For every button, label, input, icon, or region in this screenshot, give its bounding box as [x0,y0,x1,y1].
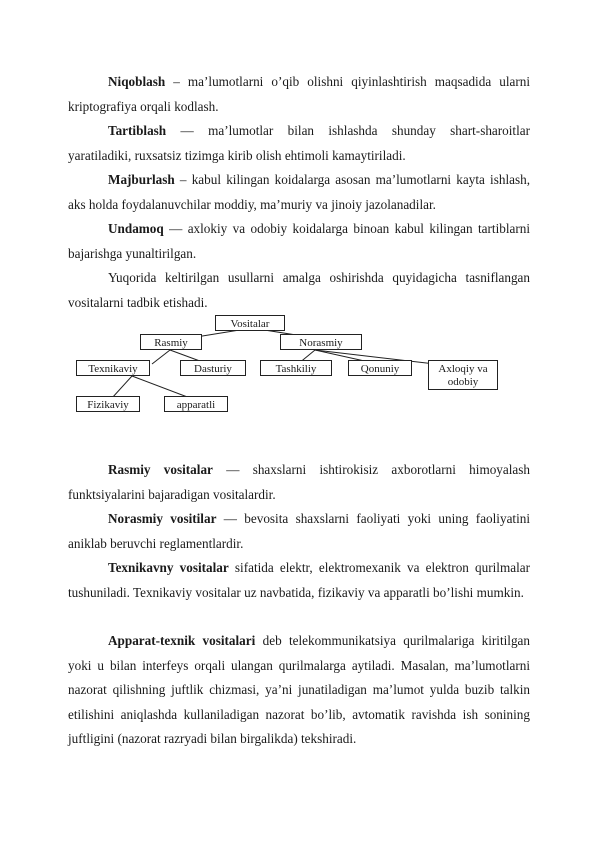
term-tartiblash: Tartiblash [108,123,167,138]
text-intro: Yuqorida keltirilgan usullarni amalga oshirishda quyidagicha tasniflangan vositalarni tadbik etishadi. [68,270,530,310]
term-niqoblash: Niqoblash [108,74,166,89]
text-apparat-texnik: deb telekommunikatsiya qurilmalariga kiritilgan yoki u bilan interfeys orqali ulangan qurilmalarga aytiladi. Masalan, ma’lumotlarni nazorat qilishning juftlik chizmasi, ya’ni junatiladigan ma’lumot yulda buzib talkin etilishini aniqlashda kullaniladigan nazorat bo’lib, avtomatik ravishda ish sonining juftligini (nazorat razryadi bilan birgalikda) tekshiradi. [68,633,530,746]
node-fizikaviy: Fizikaviy [76,396,140,412]
text-texnikaviy-vositalar: sifatida elektr, elektromexanik va elektron qurilmalar tushuniladi. Texnikaviy vositalar uz navbatida, fizikaviy va apparatli bo’lishi mumkin. [68,560,530,600]
paragraph-niqoblash [68,70,530,119]
paragraph-tartiblash [68,119,530,168]
text-undamoq: — axlokiy va odobiy koidalarga binoan kabul kilingan tartiblarni bajarishga yunaltirilgan. [68,221,530,261]
node-vositalar: Vositalar [215,315,285,331]
node-texnikaviy: Texnikaviy [76,360,150,376]
paragraph-texnikaviy-vositalar [68,556,530,605]
text-rasmiy-vositalar: — shaxslarni ishtirokisiz axborotlarni himoyalash funktsiyalarini bajaradigan vositalardir. [68,462,530,502]
node-qonuniy: Qonuniy [348,360,412,376]
node-dasturiy: Dasturiy [180,360,246,376]
paragraph-majburlash [68,168,530,217]
paragraph-intro [68,266,530,315]
node-axloqiy-va-odobiy: Axloqiy va odobiy [428,360,498,390]
text-tartiblash: — ma’lumotlar bilan ishlashda shunday shart-sharoitlar yaratiladiki, ruxsatsiz tizimga kirib olish ehtimoli kamaytiriladi. [68,123,530,163]
node-norasmiy: Norasmiy [280,334,362,350]
connector-texnikaviy-apparatli [132,376,190,398]
text-majburlash: – kabul kilingan koidalarga asosan ma’lumotlarni kayta ishlash, aks holda foydalanuvchilar moddiy, ma’muriy va jinoiy jazolanadilar. [68,172,530,212]
paragraph-rasmiy-vositalar [68,458,530,507]
text-norasmiy-vositilar: — bevosita shaxslarni faoliyati yoki uning faoliyatini aniklab beruvchi reglamentlardir. [68,511,531,551]
term-apparat-texnik: Apparat-texnik vositalari [108,633,256,648]
paragraph-apparat-texnik [68,629,530,752]
node-tashkiliy: Tashkiliy [260,360,332,376]
paragraph-norasmiy-vositilar [68,507,530,556]
node-apparatli: apparatli [164,396,228,412]
classification-diagram [60,312,540,422]
term-majburlash: Majburlash [108,172,175,187]
text-niqoblash: – ma’lumotlarni o’qib olishni qiyinlashtirish maqsadida ularni kriptografiya orqali kodlash. [68,74,530,114]
connector-texnikaviy-fizikaviy [112,376,132,398]
term-undamoq: Undamoq [108,221,164,236]
term-rasmiy-vositalar: Rasmiy vositalar [108,462,213,477]
node-rasmiy: Rasmiy [140,334,202,350]
paragraph-undamoq [68,217,530,266]
term-texnikaviy-vositalar: Texnikavny vositalar [108,560,229,575]
connector-rasmiy-texnikaviy [152,350,170,364]
term-norasmiy-vositilar: Norasmiy vositilar [108,511,217,526]
